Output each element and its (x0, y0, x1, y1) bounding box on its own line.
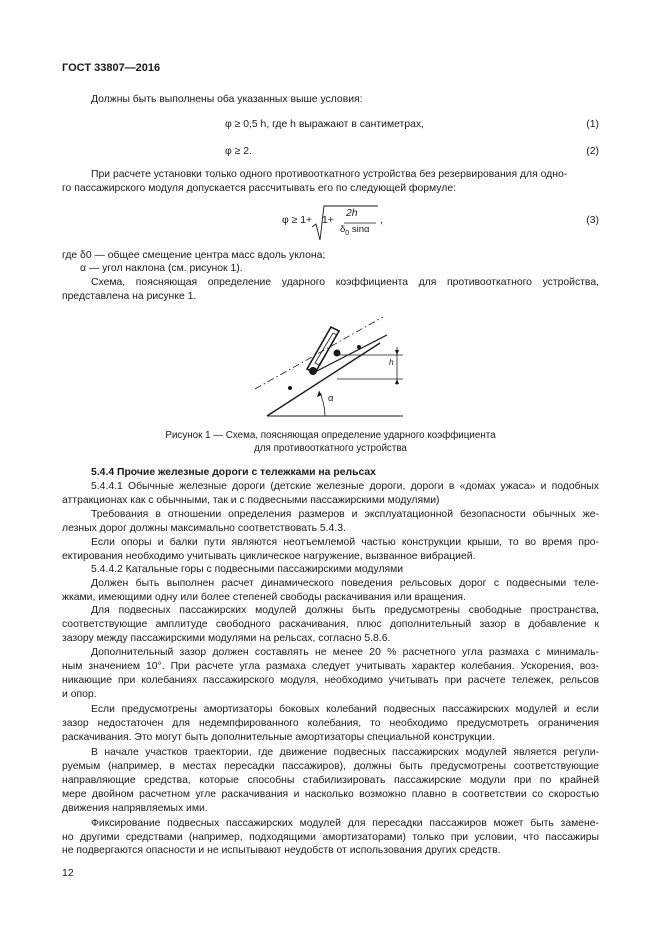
fraction-denominator: $\delta_0$ sinα (340, 224, 370, 237)
p-start-line-4: мере двойном расчетном угле раскачивания и насколько возможно плавно в соответствии со скоростью (62, 789, 599, 800)
p-absorbers-line-2: зазор недостаточен для недемпфированного колебания, то необходимо предусмотреть ограничения (62, 718, 599, 729)
p-gap-line-1: Дополнительный зазор должен составлять не менее 20 % расчетного угла размаха с минималь- (91, 647, 599, 658)
p-5441-line-2: аттракционах как с обычными, так и с подвесными пассажирскими модулями) (62, 495, 440, 506)
p-gap-line-4: и опор. (62, 689, 97, 700)
p-req-line-2: лезных дорог должны максимально соответствовать 5.4.3. (62, 523, 346, 534)
section-5-4-4-heading: 5.4.4 Прочие железные дороги с тележками на рельсах (91, 467, 376, 478)
sqrt-one-plus: 1+ (322, 215, 334, 226)
calc-paragraph-line-2: го пассажирского модуля допускается рассчитывать его по следующей формуле: (62, 183, 456, 194)
p-gap-line-2: ным значением 10°. При расчете угла размаха следует учитывать характер колебания. Ускорения, воз- (62, 661, 599, 672)
page-number: 12 (62, 867, 74, 879)
p-absorbers-line-3: раскачивания. Это могут быть дополнительные амортизаторы специальной конструкции. (62, 732, 495, 743)
calc-paragraph-line-1: При расчете установки только одного противооткатного устройства без резервирования для одно- (91, 169, 568, 180)
figure-caption-line-2: для противооткатного устройства (254, 443, 407, 454)
p-dynamic-line-1: Должен быть выполнен расчет динамического поведения рельсовых дорог с подвесными теле- (91, 578, 599, 589)
equation-2: φ ≥ 2. (225, 146, 252, 157)
where-delta: где δ0 — общее смещение центра масс вдоль уклона; (62, 250, 326, 261)
equation-1-number: (1) (586, 119, 599, 130)
scheme-paragraph-line-2: представлена на рисунке 1. (62, 291, 197, 302)
equation-1: φ ≥ 0,5 h, где h выражают в сантиметрах, (225, 119, 424, 130)
figure-caption-line-1: Рисунок 1 — Схема, поясняющая определение ударного коэффициента (165, 430, 496, 441)
p-fix-line-3: не подвергаются опасности и не испытывают неудобств от использования других средств. (62, 845, 501, 856)
equation-3-lhs: φ ≥ 1+ (282, 215, 313, 226)
scheme-paragraph-line-1: Схема, поясняющая определение ударного коэффициента для противооткатного устройства, (91, 277, 599, 288)
equation-3-comma: , (380, 215, 383, 226)
p-gap-line-3: никающие при колебаниях пассажирского модуля, необходимо учитывать при расчете тележек, рельсов (62, 675, 599, 686)
figure-h-label: h (389, 357, 394, 367)
p-dynamic-line-2: жками, имеющими одну или более степеней свободы раскачивания или вращения. (62, 592, 466, 603)
p-absorbers-line-1: Если предусмотрены амортизаторы боковых колебаний подвесных пассажирских модулей и если (91, 704, 599, 715)
p-start-line-2: руемым (например, в местах пересадки пассажиров), должны быть предусмотрены соответствующие (62, 761, 599, 772)
figure-1-diagram (255, 317, 415, 421)
equation-3-number: (3) (586, 215, 599, 226)
fraction-numerator: 2h (346, 208, 358, 219)
p-start-line-5: движения напрявляемых ими. (62, 803, 208, 814)
p-start-line-3: направляющие средства, которые способны стабилизировать пассажирские модули при по крайней (62, 775, 599, 786)
p-start-line-1: В начале участков траектории, где движение подвесных пассажирских модулей является регули- (91, 747, 599, 758)
p-space-line-3: зазору между пассажирскими модулями на рельсах, согласно 5.8.6. (62, 633, 391, 644)
document-header: ГОСТ 33807—2016 (62, 62, 161, 74)
p-fix-line-1: Фиксирование подвесных пассажирских модулей для пересадки пассажиров может быть замене- (91, 818, 599, 829)
where-alpha: α — угол наклона (см. рисунок 1). (80, 263, 243, 274)
p-space-line-1: Для подвесных пассажирских модулей должны быть предусмотрены свободные пространства, (91, 605, 599, 616)
p-5442: 5.4.4.2 Катальные горы с подвесными пассажирскими модулями (91, 564, 404, 575)
p-space-line-2: соответствующие амплитуде свободного раскачивания, плюс дополнительный зазор в добавление к (62, 619, 599, 630)
p-fix-line-2: но другими средствами (например, подходящими амортизаторами) только при условии, что пассажиры (62, 832, 599, 843)
equation-2-number: (2) (586, 146, 599, 157)
p-supports-line-2: ектирования необходимо учитывать циклическое нагружение, вызванное вибрацией. (62, 551, 476, 562)
p-req-line-1: Требования в отношении определения размеров и эксплуатационной безопасности обычных же- (91, 509, 599, 520)
intro-conditions: Должны быть выполнены оба указанных выше условия: (91, 94, 363, 105)
p-supports-line-1: Если опоры и балки пути являются неотъемлемой частью конструкции крыши, то во время про- (91, 537, 599, 548)
figure-alpha-label: α (328, 393, 334, 404)
p-5441-line-1: 5.4.4.1 Обычные железные дороги (детские железные дороги, дороги в «домах ужаса» и подобных (91, 481, 599, 492)
